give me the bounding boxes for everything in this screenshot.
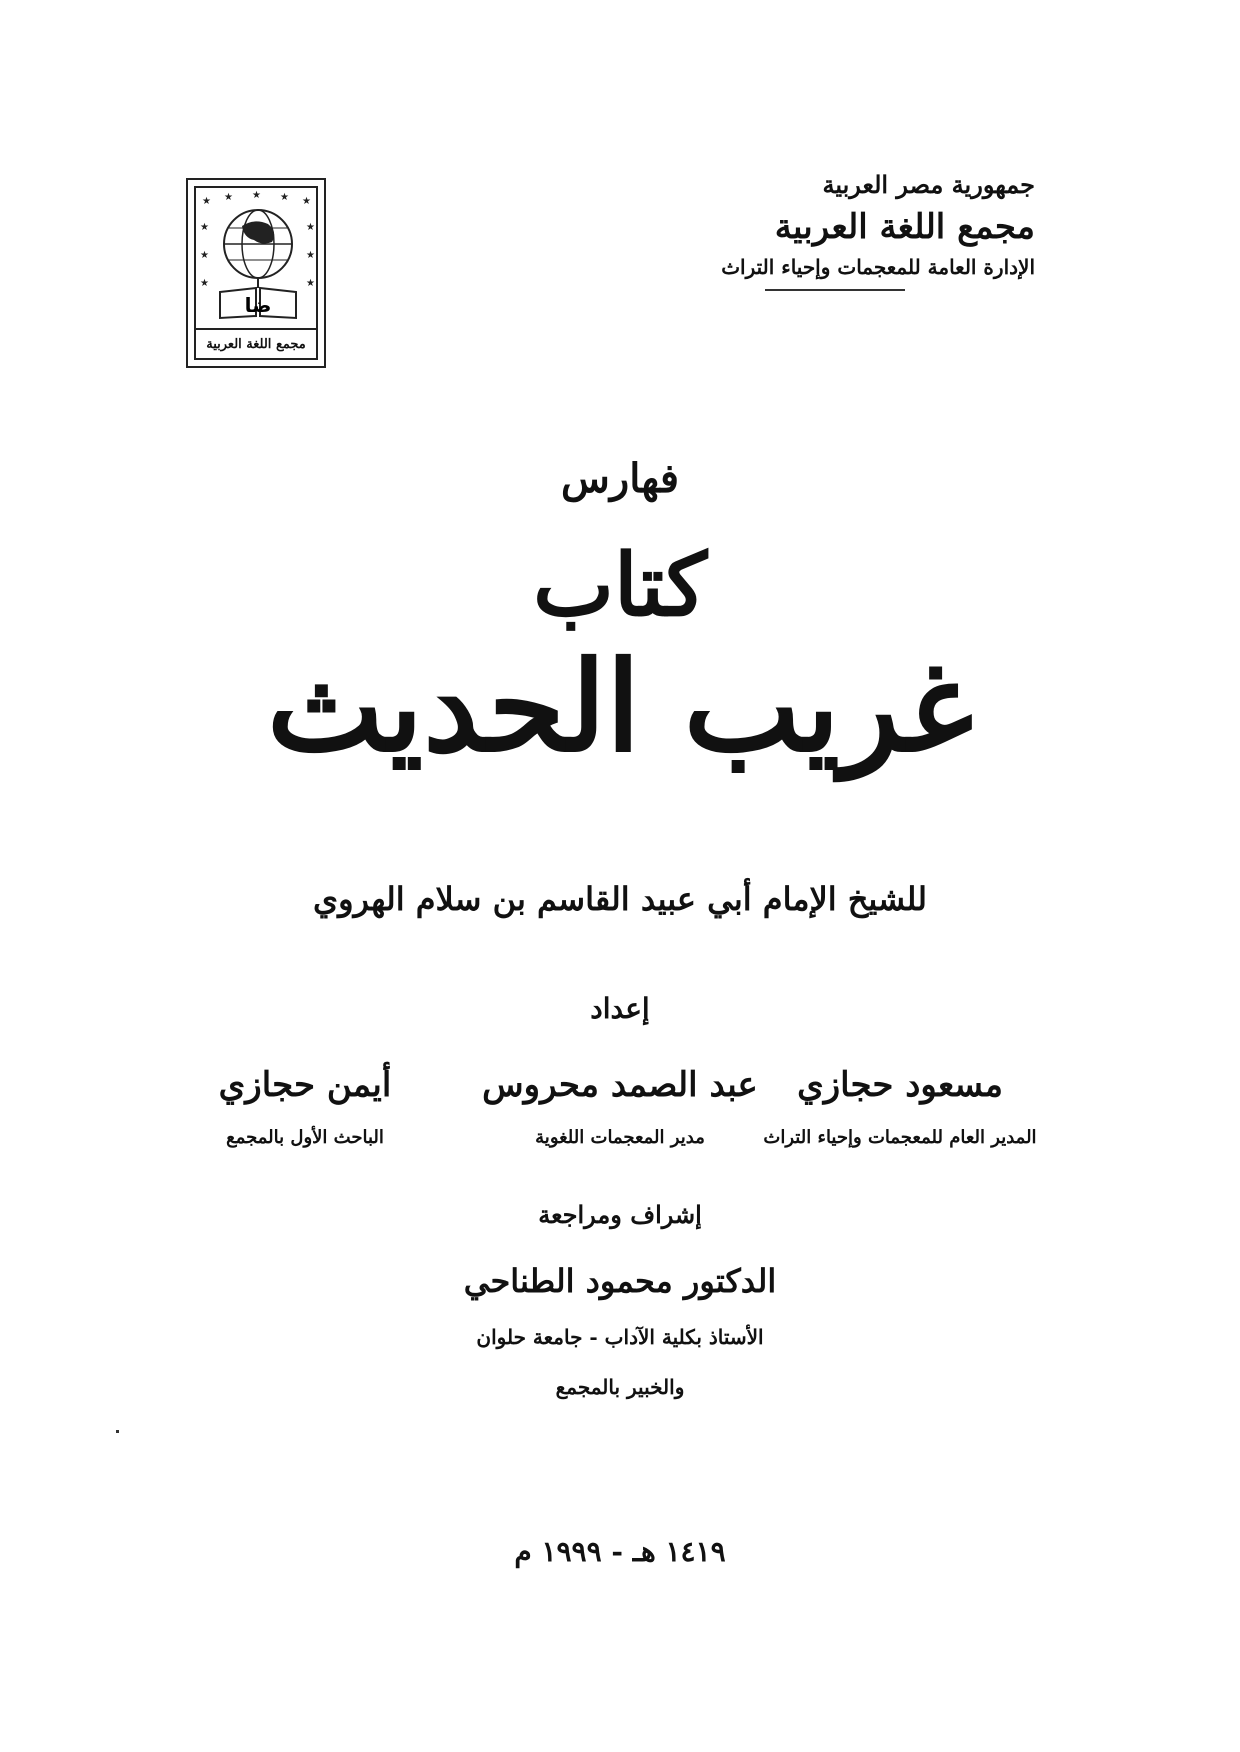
preparer-role: المدير العام للمعجمات وإحياء التراث: [763, 1127, 1037, 1148]
institution-header: [615, 170, 1035, 291]
supervisor-position: الأستاذ بكلية الآداب - جامعة حلوان: [476, 1325, 764, 1349]
svg-text:★: ★: [302, 196, 311, 207]
title-kitab: كتاب: [532, 535, 708, 636]
globe-book-emblem-icon: [196, 188, 318, 334]
publication-date: ١٤١٩ هـ - ١٩٩٩ م: [514, 1535, 726, 1568]
preparer-1: [740, 1065, 1060, 1148]
title-fahares: فهارس: [561, 455, 679, 502]
svg-text:★: ★: [224, 192, 233, 203]
svg-text:★: ★: [306, 278, 315, 289]
svg-text:★: ★: [200, 222, 209, 233]
header-underline: [765, 289, 905, 291]
header-academy: مجمع اللغة العربية: [774, 207, 1035, 247]
supervisor-expert: والخبير بالمجمع: [555, 1375, 685, 1399]
author-line: للشيخ الإمام أبي عبيد القاسم بن سلام الهروي: [313, 880, 927, 918]
svg-text:★: ★: [202, 196, 211, 207]
logo-emblem-text: ضا: [244, 293, 272, 317]
supervisor-name: الدكتور محمود الطناحي: [463, 1262, 777, 1300]
preparation-label: إعداد: [590, 992, 650, 1025]
supervision-label: إشراف ومراجعة: [538, 1200, 702, 1229]
svg-text:★: ★: [200, 250, 209, 261]
header-country: جمهورية مصر العربية: [822, 170, 1035, 199]
book-main-title: غريب الحديث: [266, 635, 974, 780]
header-department: الإدارة العامة للمعجمات وإحياء التراث: [721, 255, 1035, 279]
preparer-3: [145, 1065, 465, 1148]
academy-logo: [186, 178, 326, 368]
preparer-name: مسعود حجازي: [797, 1065, 1003, 1105]
svg-text:★: ★: [306, 222, 315, 233]
svg-text:★: ★: [252, 190, 261, 201]
preparer-name: عبد الصمد محروس: [482, 1065, 758, 1105]
scan-speck: [116, 1430, 119, 1433]
logo-frame: [194, 186, 318, 360]
svg-text:★: ★: [200, 278, 209, 289]
preparer-2: [460, 1065, 780, 1148]
logo-caption: مجمع اللغة العربية: [196, 328, 316, 358]
preparer-role: مدير المعجمات اللغوية: [535, 1127, 705, 1148]
preparer-name: أيمن حجازي: [218, 1065, 392, 1105]
svg-text:★: ★: [280, 192, 289, 203]
preparer-role: الباحث الأول بالمجمع: [226, 1127, 384, 1148]
svg-text:★: ★: [306, 250, 315, 261]
